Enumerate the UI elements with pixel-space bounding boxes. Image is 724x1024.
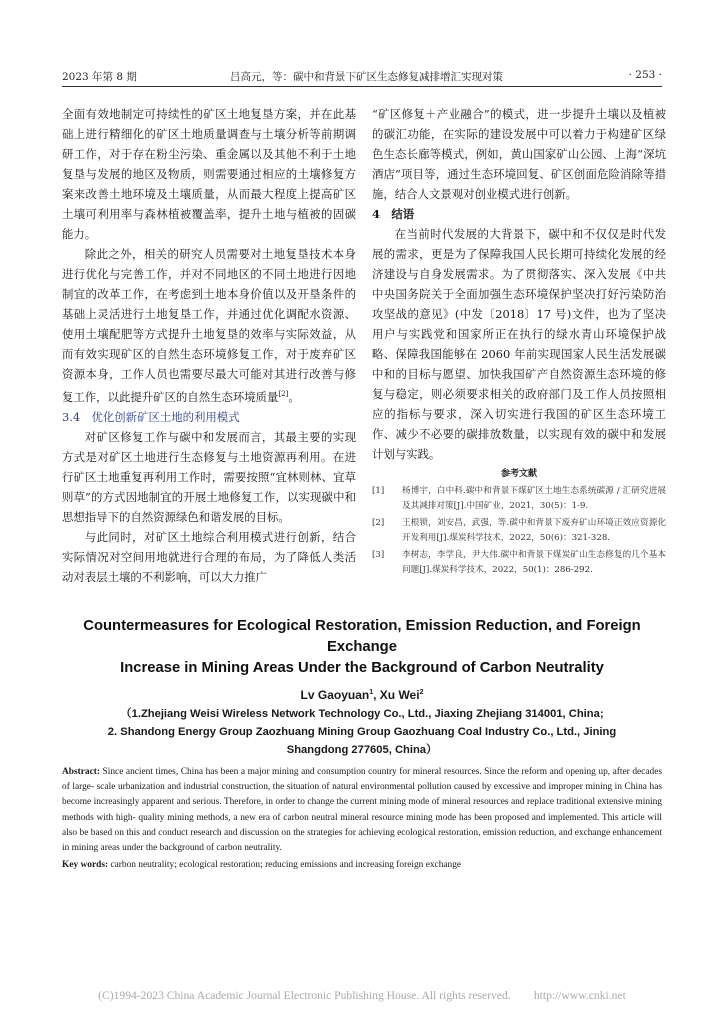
author-separator: , <box>373 688 380 702</box>
references-title: 参考文献 <box>500 469 537 479</box>
affiliation-line-1: （1.Zhejiang Weisi Wireless Network Technology Co., Ltd., Jiaxing Zhejiang 314001, China; <box>120 708 604 720</box>
reference-list <box>372 484 666 577</box>
citation-2[interactable]: [2] <box>278 390 289 398</box>
left-paragraph-2-text: 除此之外，相关的研究人员需要对土地复垦技术本身进行优化与完善工作，并对不同地区的不同土地进行因地制宜的改革工作，在考虑到土地本身价值以及开垦条件的基础上灵活进行土地复垦工作，并通过优化调配水资源、使用土壤配肥等方式提升土地复垦的效率与实际效益，从而有效实现矿区的自然生态环境修复工作，对于废弃矿区资源本身，工作人员也需要尽最大可能对其进行改善与修复工作，以此提升矿区的自然生态环境质量 <box>62 247 356 404</box>
author-2: Xu Wei <box>379 688 420 702</box>
reference-text: 李树志，李学良，尹大伟.碳中和背景下煤炭矿山生态修复的几个基本问题[J].煤炭科学技术，2022，50(1)：286-292. <box>402 550 666 575</box>
abstract-text: Since ancient times, China has been a major mining and consumption country for mineral resources. Since the reform and opening up, after decades of large- scale urbanization and industrial construction, the situation of natural environmental pollution caused by excessive and improper mining in China has become increasingly apparent and serious. Therefore, in order to change the current mining mode of mineral resources and replace traditional extensive mining methods with high- quality mining methods, a new era of carbon neutral mineral resource mining mode has been proposed and implemented. This article will also be based on this and conduct research and discussion on the strategies for achieving ecological restoration, emission reduction, and exchange enhancement in mining areas under the background of carbon neutrality. <box>62 767 662 854</box>
running-title: 吕高元，等：碳中和背景下矿区生态修复减排增汇实现对策 <box>230 71 503 83</box>
english-authors <box>62 683 662 705</box>
running-header <box>62 66 662 84</box>
english-title-line-2: Increase in Mining Areas Under the Background of Carbon Neutrality <box>120 660 604 676</box>
reference-item <box>372 516 666 545</box>
keywords-text: carbon neutrality; ecological restoration; reducing emissions and increasing foreign exchange <box>108 860 462 871</box>
right-paragraph-2: 在当前时代发展的大背景下，碳中和不仅仅是时代发展的需求，更是为了保障我国人民长期可持续化发展的经济建设与自身发展需求。为了贯彻落实、深入发展《中共中央国务院关于全面加强生态环境保护坚决打好污染防治攻坚战的意见》(中发〔2018〕17 号)文件，也为了坚决用户与实践党和国家所正在执行的绿水青山环境保护战略、保障我国能够在 2060 年前实现国家人民生活发展碳中和的目标与愿望、加快我国矿产自然资源生态环境的修复与稳定，则必须要求相关的政府部门及工作人员按照相应的指标与要求，深入切实进行我国的矿区生态环境工作、减少不必要的碳排放数量，以实现有效的碳中和发展计划与实践。 <box>372 227 666 461</box>
left-column <box>62 104 356 587</box>
english-title-line-1: Countermeasures for Ecological Restoration, Emission Reduction, and Foreign Exchange <box>83 618 641 655</box>
abstract-label: Abstract: <box>62 767 101 777</box>
reference-number: [2] <box>372 518 385 528</box>
left-paragraph-4: 与此同时，对矿区土地综合利用模式进行创新，结合实际情况对空间用地就进行合理的布局，为了降低人类活动对表层土壤的不利影响，可以大力推广 <box>62 529 356 584</box>
reference-number: [3] <box>372 550 385 560</box>
left-paragraph-3: 对矿区修复工作与碳中和发展而言，其最主要的实现方式是对矿区土地进行生态修复与土地资源再利用。在进行矿区土地重复再利用工作时，需要按照“宜林则林、宜草则草”的方式因地制宜的开展土地修复工作，以实现碳中和思想指导下的自然资源绿色和谐发展的目标。 <box>62 429 356 524</box>
english-abstract-block <box>62 616 662 873</box>
reference-number: [1] <box>372 486 385 496</box>
header-divider <box>62 86 662 87</box>
section-heading-4: 4 结语 <box>372 207 415 221</box>
author-2-affil-mark: 2 <box>419 689 424 696</box>
issue-label: 2023 年第 8 期 <box>62 71 137 83</box>
author-1: Lv Gaoyuan <box>300 688 370 702</box>
left-paragraph-2 <box>62 244 356 407</box>
affiliation-line-2: 2. Shandong Energy Group Zaozhuang Mining Group Gaozhuang Coal Industry Co., Ltd., Jining <box>107 726 617 738</box>
english-abstract <box>62 765 662 856</box>
reference-text: 杨博宇，白中科.碳中和背景下煤矿区土地生态系统碳源 / 汇研究进展及其减排对策[J].中国矿业，2021，30(5)：1-9. <box>402 486 666 511</box>
author-1-affil-mark: 1 <box>369 689 374 696</box>
keywords-label: Key words: <box>62 860 109 871</box>
affiliation-line-3: Shangdong 277605, China） <box>286 744 438 756</box>
right-paragraph-1: “矿区修复＋产业融合”的模式，进一步提升土壤以及植被的碳汇功能，在实际的建设发展中可以着力于构建矿区绿色生态长廊等模式，例如，黄山国家矿山公园、上海“深坑酒店”项目等，通过生态环境回复、矿区创面危险消除等措施，结合人文景观对创业模式进行创新。 <box>372 107 666 201</box>
reference-item <box>372 548 666 577</box>
left-paragraph-2-end: 。 <box>288 389 300 404</box>
right-column <box>372 104 666 580</box>
reference-text: 王根锁，刘安昌，武强，等.碳中和背景下废弃矿山环境正效应资源化开发利用[J].煤炭科学技术，2022，50(6)：321-328. <box>402 518 666 543</box>
subsection-heading-3-4: 3.4 优化创新矿区土地的利用模式 <box>62 409 240 424</box>
left-paragraph-1: 全面有效地制定可持续性的矿区土地复垦方案，并在此基础上进行精细化的矿区土地质量调查与土壤分析等前期调研工作，对于存在粉尘污染、重金属以及其他不利于土地复垦与发展的地区及物质，则需要通过相应的土壤修复方案来改善土地环境及土壤质量，从而最大程度上提高矿区土壤可利用率与森林植被覆盖率，提升土地与植被的固碳能力。 <box>62 107 356 241</box>
english-keywords <box>62 858 662 873</box>
copyright-footer: (C)1994-2023 China Academic Journal Electronic Publishing House. All rights reserved. http://www.cnki.net <box>98 989 626 1002</box>
reference-item <box>372 484 666 513</box>
page-number: · 253 · <box>628 69 662 81</box>
